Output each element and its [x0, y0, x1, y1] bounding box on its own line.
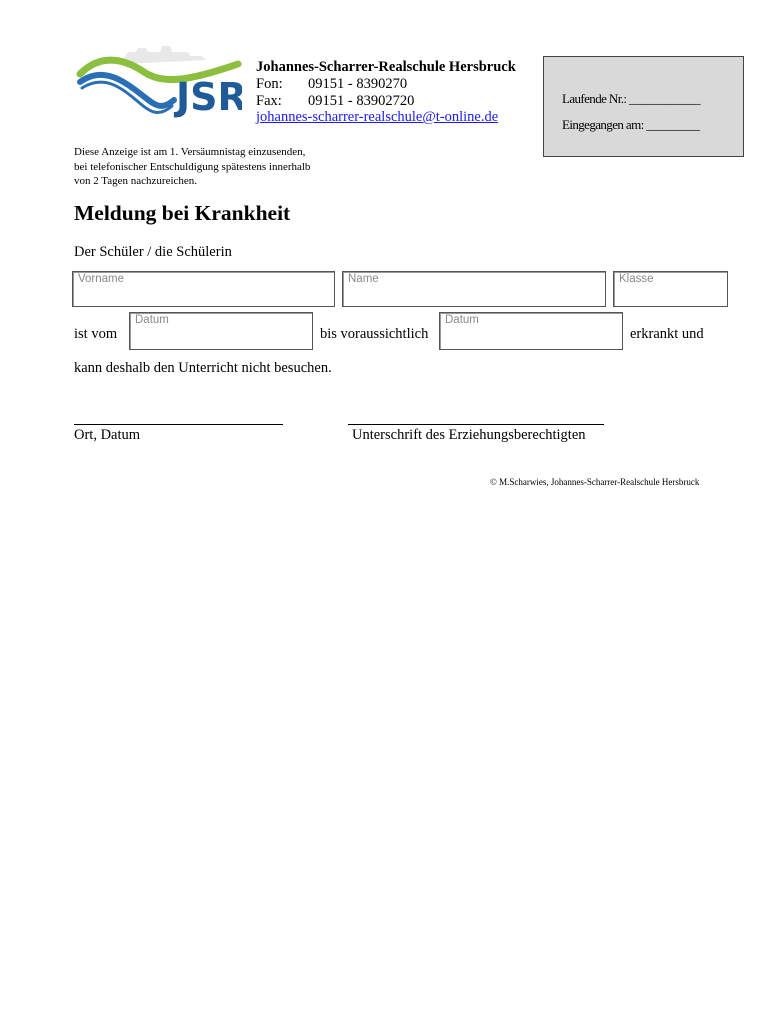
- last-name-placeholder: Name: [348, 273, 379, 285]
- date-until-field[interactable]: [439, 312, 623, 350]
- school-logo: [76, 30, 242, 122]
- erkrankt-text: erkrankt und: [630, 326, 704, 342]
- last-name-field[interactable]: [342, 271, 606, 307]
- school-name: Johannes-Scharrer-Realschule Hersbruck: [256, 59, 516, 75]
- signature-line: [348, 424, 604, 425]
- laufende-nr-line: Laufende Nr.: ____________: [562, 91, 700, 106]
- phone-number: 09151 - 8390270: [308, 76, 408, 92]
- fax-label: Fax:: [256, 93, 282, 109]
- first-name-field[interactable]: [72, 271, 335, 307]
- eingegangen-line: Eingegangen am: _________: [562, 117, 700, 132]
- fax-number: 09151 - 83902720: [308, 93, 415, 109]
- fax-row: [256, 93, 414, 110]
- class-field[interactable]: [613, 271, 728, 307]
- signature-label: Unterschrift des Erziehungsberechtigten: [352, 427, 586, 443]
- office-use-box: [543, 56, 744, 157]
- submission-notice: Diese Anzeige ist am 1. Versäumnistag einzusenden, bei telefonischer Entschuldigung spätestens innerhalb von 2 Tagen nachzureichen.: [74, 146, 311, 187]
- first-name-placeholder: Vorname: [78, 273, 125, 285]
- bis-text: bis voraussichtlich: [320, 326, 429, 342]
- logo-text: JSR: [176, 75, 242, 119]
- phone-row: [256, 76, 407, 93]
- place-date-label: Ort, Datum: [74, 427, 141, 443]
- class-placeholder: Klasse: [619, 273, 654, 285]
- date-from-placeholder: Datum: [135, 314, 169, 326]
- phone-label: Fon:: [256, 76, 283, 92]
- ist-vom-text: ist vom: [74, 326, 118, 342]
- form-title: Meldung bei Krankheit: [74, 201, 291, 225]
- place-date-line: [74, 424, 283, 425]
- absence-sentence: kann deshalb den Unterricht nicht besuchen.: [74, 360, 332, 376]
- date-from-field[interactable]: [129, 312, 313, 350]
- date-until-placeholder: Datum: [445, 314, 479, 326]
- student-label: Der Schüler / die Schülerin: [74, 244, 232, 260]
- copyright-notice: © M.Scharwies, Johannes-Scharrer-Realschule Hersbruck: [490, 477, 700, 487]
- email-link[interactable]: johannes-scharrer-realschule@t-online.de: [256, 109, 499, 125]
